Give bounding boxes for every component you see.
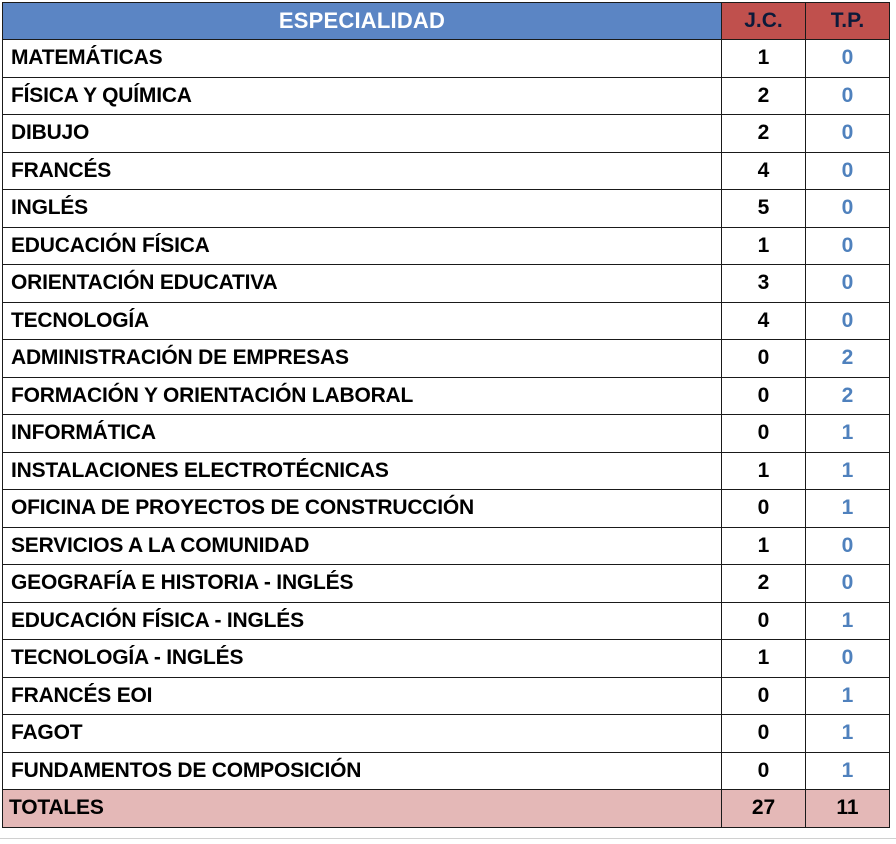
table-row xyxy=(3,265,890,303)
cell-especialidad[interactable]: GEOGRAFÍA E HISTORIA - INGLÉS xyxy=(3,565,722,603)
cell-jc[interactable]: 2 xyxy=(722,565,806,603)
cell-tp[interactable]: 1 xyxy=(806,490,890,528)
cell-tp[interactable]: 1 xyxy=(806,452,890,490)
cell-jc[interactable]: 2 xyxy=(722,115,806,153)
cell-especialidad[interactable]: ADMINISTRACIÓN DE EMPRESAS xyxy=(3,340,722,378)
cell-especialidad[interactable]: MATEMÁTICAS xyxy=(3,40,722,78)
cell-jc[interactable]: 4 xyxy=(722,152,806,190)
table-row xyxy=(3,302,890,340)
table-row xyxy=(3,565,890,603)
cell-jc[interactable]: 0 xyxy=(722,415,806,453)
spreadsheet xyxy=(2,2,889,828)
cell-tp[interactable]: 0 xyxy=(806,302,890,340)
table-row xyxy=(3,377,890,415)
cell-tp[interactable]: 0 xyxy=(806,527,890,565)
cell-especialidad[interactable]: INFORMÁTICA xyxy=(3,415,722,453)
cell-tp[interactable]: 1 xyxy=(806,752,890,790)
table-row xyxy=(3,452,890,490)
header-jc[interactable]: J.C. xyxy=(722,3,806,40)
cell-especialidad[interactable]: INGLÉS xyxy=(3,190,722,228)
cell-tp[interactable]: 0 xyxy=(806,152,890,190)
cell-tp[interactable]: 1 xyxy=(806,677,890,715)
table-row xyxy=(3,415,890,453)
cell-tp[interactable]: 0 xyxy=(806,640,890,678)
cell-tp[interactable]: 0 xyxy=(806,115,890,153)
table-row xyxy=(3,152,890,190)
cell-especialidad[interactable]: FAGOT xyxy=(3,715,722,753)
table-row xyxy=(3,752,890,790)
cell-jc[interactable]: 0 xyxy=(722,490,806,528)
cell-tp[interactable]: 0 xyxy=(806,565,890,603)
cell-tp[interactable]: 2 xyxy=(806,377,890,415)
cell-jc[interactable]: 1 xyxy=(722,640,806,678)
table-row xyxy=(3,602,890,640)
cell-jc[interactable]: 0 xyxy=(722,340,806,378)
cell-tp[interactable]: 0 xyxy=(806,40,890,78)
cell-jc[interactable]: 1 xyxy=(722,452,806,490)
cell-tp[interactable]: 1 xyxy=(806,715,890,753)
cell-especialidad[interactable]: DIBUJO xyxy=(3,115,722,153)
table-row xyxy=(3,527,890,565)
table-row xyxy=(3,115,890,153)
especialidades-table xyxy=(2,2,890,828)
sheet-gridline xyxy=(0,838,896,839)
totals-row xyxy=(3,790,890,828)
cell-jc[interactable]: 4 xyxy=(722,302,806,340)
header-row xyxy=(3,3,890,40)
totals-label[interactable]: TOTALES xyxy=(3,790,722,828)
cell-especialidad[interactable]: SERVICIOS A LA COMUNIDAD xyxy=(3,527,722,565)
cell-tp[interactable]: 0 xyxy=(806,190,890,228)
cell-jc[interactable]: 0 xyxy=(722,752,806,790)
header-tp[interactable]: T.P. xyxy=(806,3,890,40)
cell-jc[interactable]: 0 xyxy=(722,602,806,640)
cell-jc[interactable]: 1 xyxy=(722,227,806,265)
cell-tp[interactable]: 1 xyxy=(806,415,890,453)
cell-jc[interactable]: 3 xyxy=(722,265,806,303)
cell-jc[interactable]: 0 xyxy=(722,677,806,715)
cell-especialidad[interactable]: OFICINA DE PROYECTOS DE CONSTRUCCIÓN xyxy=(3,490,722,528)
table-row xyxy=(3,490,890,528)
table-row xyxy=(3,190,890,228)
cell-jc[interactable]: 0 xyxy=(722,377,806,415)
cell-especialidad[interactable]: EDUCACIÓN FÍSICA - INGLÉS xyxy=(3,602,722,640)
table-row xyxy=(3,227,890,265)
cell-especialidad[interactable]: FRANCÉS EOI xyxy=(3,677,722,715)
cell-tp[interactable]: 0 xyxy=(806,265,890,303)
cell-especialidad[interactable]: FRANCÉS xyxy=(3,152,722,190)
cell-especialidad[interactable]: ORIENTACIÓN EDUCATIVA xyxy=(3,265,722,303)
table-row xyxy=(3,40,890,78)
cell-especialidad[interactable]: INSTALACIONES ELECTROTÉCNICAS xyxy=(3,452,722,490)
header-especialidad[interactable]: ESPECIALIDAD xyxy=(3,3,722,40)
table-row xyxy=(3,677,890,715)
cell-especialidad[interactable]: FÍSICA Y QUÍMICA xyxy=(3,77,722,115)
cell-jc[interactable]: 1 xyxy=(722,40,806,78)
table-row xyxy=(3,640,890,678)
totals-tp[interactable]: 11 xyxy=(806,790,890,828)
cell-especialidad[interactable]: FUNDAMENTOS DE COMPOSICIÓN xyxy=(3,752,722,790)
cell-tp[interactable]: 2 xyxy=(806,340,890,378)
table-row xyxy=(3,340,890,378)
table-body xyxy=(3,40,890,790)
totals-jc[interactable]: 27 xyxy=(722,790,806,828)
table-row xyxy=(3,715,890,753)
cell-jc[interactable]: 1 xyxy=(722,527,806,565)
cell-especialidad[interactable]: EDUCACIÓN FÍSICA xyxy=(3,227,722,265)
table-footer xyxy=(3,790,890,828)
cell-especialidad[interactable]: TECNOLOGÍA xyxy=(3,302,722,340)
cell-especialidad[interactable]: FORMACIÓN Y ORIENTACIÓN LABORAL xyxy=(3,377,722,415)
cell-jc[interactable]: 0 xyxy=(722,715,806,753)
table-row xyxy=(3,77,890,115)
cell-jc[interactable]: 2 xyxy=(722,77,806,115)
cell-tp[interactable]: 0 xyxy=(806,227,890,265)
cell-tp[interactable]: 0 xyxy=(806,77,890,115)
cell-jc[interactable]: 5 xyxy=(722,190,806,228)
table-header xyxy=(3,3,890,40)
cell-especialidad[interactable]: TECNOLOGÍA - INGLÉS xyxy=(3,640,722,678)
cell-tp[interactable]: 1 xyxy=(806,602,890,640)
